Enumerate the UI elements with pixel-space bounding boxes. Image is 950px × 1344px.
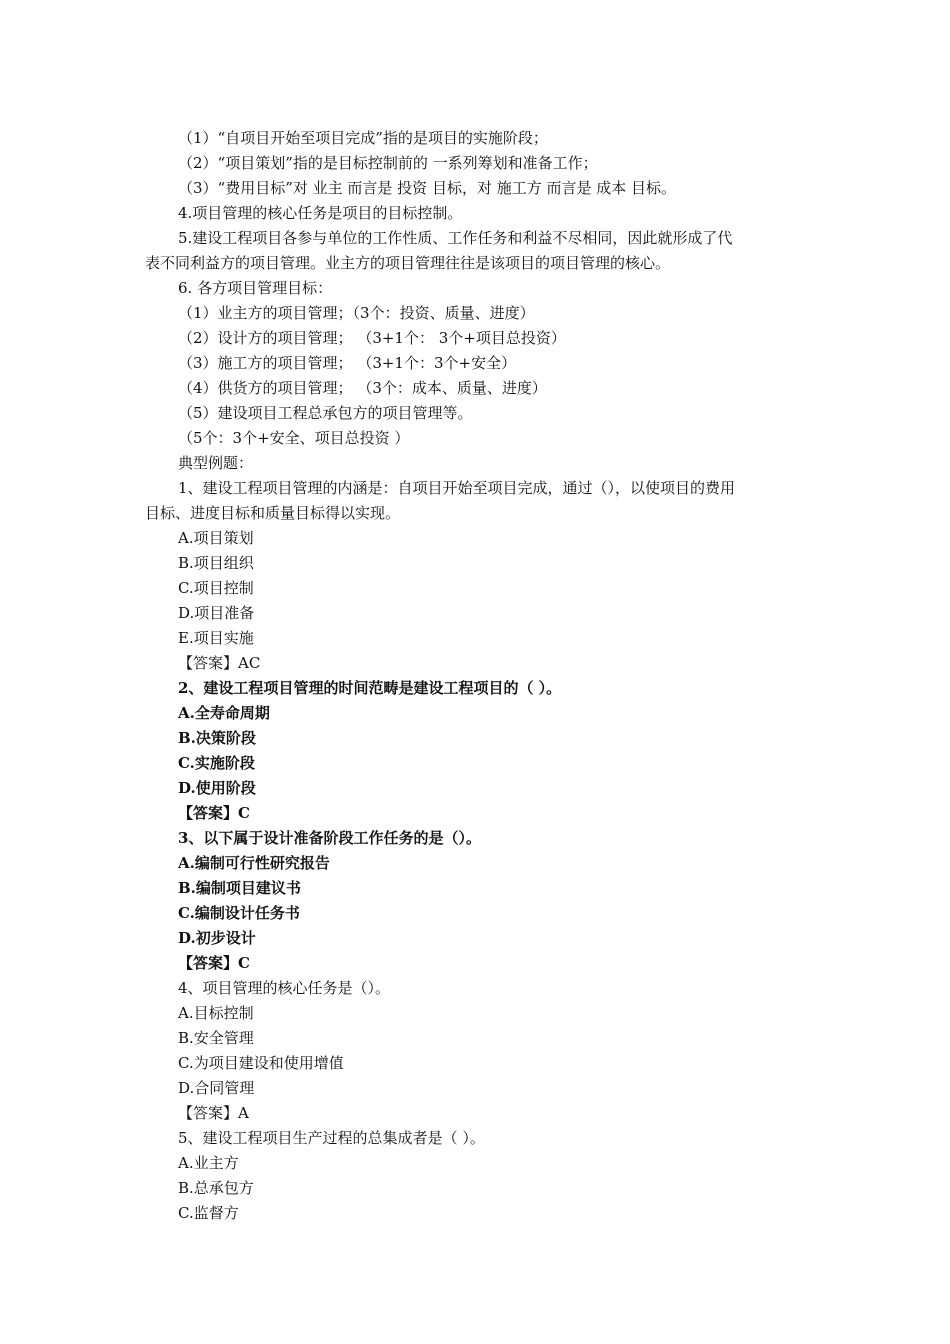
option: B.决策阶段 <box>178 729 256 747</box>
option: D.使用阶段 <box>178 779 256 797</box>
question-5: 5、建设工程项目生产过程的总集成者是（ ）。 <box>178 1129 485 1147</box>
answer: 【答案】AC <box>178 654 261 672</box>
option: C.项目控制 <box>178 579 254 597</box>
text-line: 5.建设工程项目各参与单位的工作性质、工作任务和利益不尽相同，因此就形成了代 <box>178 229 733 247</box>
option: D.项目准备 <box>178 604 255 622</box>
option: A.项目策划 <box>178 529 254 547</box>
text-line: （5）建设项目工程总承包方的项目管理等。 <box>178 404 473 422</box>
text-line: 表不同利益方的项目管理。业主方的项目管理往往是该项目的项目管理的核心。 <box>145 254 671 272</box>
text-line: （2）设计方的项目管理； （3+1个： 3个+项目总投资） <box>178 329 566 347</box>
option: C.实施阶段 <box>178 754 255 772</box>
answer: 【答案】A <box>178 1104 249 1122</box>
option: B.总承包方 <box>178 1179 254 1197</box>
option: B.编制项目建议书 <box>178 879 301 897</box>
text-line: （1）“自项目开始至项目完成”指的是项目的实施阶段； <box>178 129 548 147</box>
text-line: （1）业主方的项目管理；（3个：投资、质量、进度） <box>178 304 535 322</box>
option: D.初步设计 <box>178 929 256 947</box>
option: D.合同管理 <box>178 1079 255 1097</box>
option: C.编制设计任务书 <box>178 904 300 922</box>
question-1: 1、建设工程项目管理的内涵是：自项目开始至项目完成，通过（），以使项目的费用 <box>178 479 736 497</box>
text-line: （3）“费用目标”对 业主 而言是 投资 目标，对 施工方 而言是 成本 目标。 <box>178 179 677 197</box>
answer: 【答案】C <box>178 804 250 822</box>
text-line: （5个：3个+安全、项目总投资 ） <box>178 429 410 447</box>
option: B.项目组织 <box>178 554 254 572</box>
question-3: 3、以下属于设计准备阶段工作任务的是（）。 <box>178 829 481 847</box>
option: A.编制可行性研究报告 <box>178 854 330 872</box>
option: C.监督方 <box>178 1204 239 1222</box>
text-line: （2）“项目策划”指的是目标控制前的 一系列筹划和准备工作； <box>178 154 598 172</box>
option: B.安全管理 <box>178 1029 254 1047</box>
text-line: （4）供货方的项目管理； （3个：成本、质量、进度） <box>178 379 547 397</box>
option: A.业主方 <box>178 1154 239 1172</box>
text-line: 4.项目管理的核心任务是项目的目标控制。 <box>178 204 463 222</box>
question-2: 2、建设工程项目管理的时间范畴是建设工程项目的（ ）。 <box>178 679 562 697</box>
option: A.目标控制 <box>178 1004 254 1022</box>
question-1-cont: 目标、进度目标和质量目标得以实现。 <box>145 504 401 522</box>
answer: 【答案】C <box>178 954 250 972</box>
text-line: 6. 各方项目管理目标： <box>178 279 333 297</box>
option: E.项目实施 <box>178 629 254 647</box>
option: A.全寿命周期 <box>178 704 270 722</box>
question-4: 4、项目管理的核心任务是（）。 <box>178 979 391 997</box>
section-heading: 典型例题： <box>178 454 254 472</box>
text-line: （3）施工方的项目管理； （3+1个：3个+安全） <box>178 354 517 372</box>
option: C.为项目建设和使用增值 <box>178 1054 344 1072</box>
